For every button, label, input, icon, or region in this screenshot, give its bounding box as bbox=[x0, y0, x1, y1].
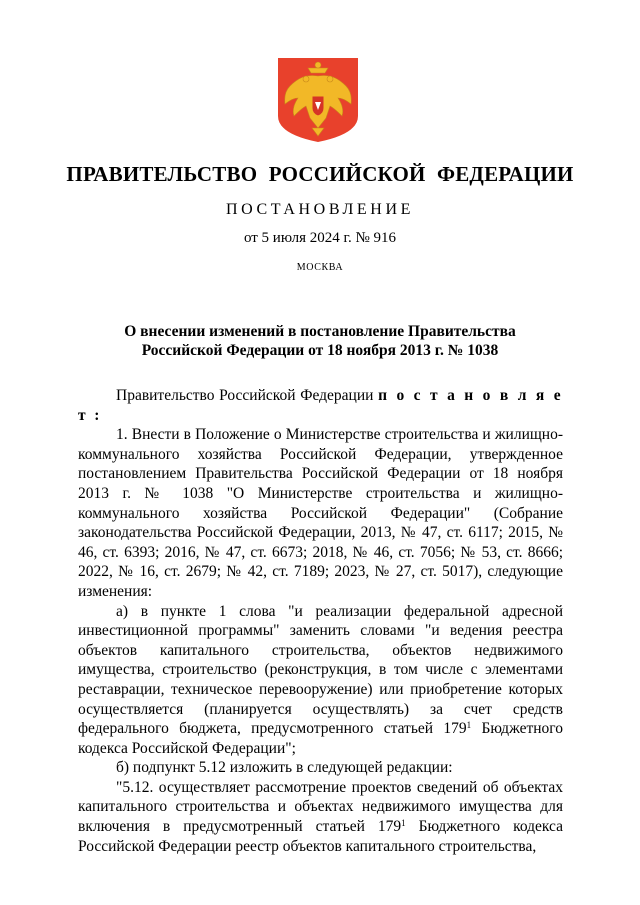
paragraph-a-text-end: Бюджетного кодекса Российской Федерации"; bbox=[78, 720, 563, 757]
document-subject bbox=[90, 322, 550, 360]
paragraph-b: б) подпункт 5.12 изложить в следующей редакции: bbox=[116, 759, 453, 777]
paragraph-a bbox=[78, 602, 563, 759]
intro-verb: п о с т а н о в л я е т : bbox=[78, 387, 563, 424]
paragraph-5-12 bbox=[78, 778, 563, 856]
intro-text: Правительство Российской Федерации bbox=[116, 387, 379, 404]
issue-city: МОСКВА bbox=[296, 262, 344, 273]
document-body bbox=[78, 386, 563, 856]
superscript: 1 bbox=[401, 818, 406, 829]
document-date-number: от 5 июля 2024 г. № 916 bbox=[243, 230, 397, 246]
paragraph-1: 1. Внести в Положение о Министерстве строительства и жилищно-коммунального хозяйства Российской Федерации, утвержденное постановлением Правительства Российской Федерации от 18 ноября 2013 г. № 1038 "О Министерстве строительства и жилищно-коммунального хозяйства Российской Федерации" (Собрание законодательства Российской Федерации, 2013, № 47, ст. 6117; 2015, № 46, ст. 6393; 2016, № 47, ст. 6673; 2018, № 46, ст. 7056; № 53, ст. 8666; 2022, № 16, ст. 2679; № 42, ст. 7189; 2023, № 27, ст. 5017), следующие изменения: bbox=[78, 426, 563, 600]
subject-line: О внесении изменений в постановление Правительства bbox=[124, 323, 516, 340]
coat-of-arms-icon bbox=[276, 56, 360, 144]
paragraph-5-12-text-end: Бюджетного кодекса Российской Федерации реестр объектов капитального строительства, bbox=[78, 818, 563, 855]
paragraph-a-text: а) в пункте 1 слова "и реализации федеральной адресной инвестиционной программы" заменить словами "и ведения реестра объектов капитального строительства, объектов недвижимого имущества, строительство (реконструкция, в том числе с элементами реставрации, техническое перевооружение) или приобретение которых осуществляется (планируется осуществлять) за счет средств федерального бюджета, предусмотренного статьей 179 bbox=[78, 602, 563, 738]
document-type: ПОСТАНОВЛЕНИЕ bbox=[226, 201, 414, 218]
paragraph-5-12-text: "5.12. осуществляет рассмотрение проектов сведений об объектах капитального строительства и объектах недвижимого имущества для включения в предусмотренный статьей 179 bbox=[78, 778, 563, 836]
subject-line: Российской Федерации от 18 ноября 2013 г. № 1038 bbox=[141, 342, 499, 359]
superscript: 1 bbox=[466, 720, 472, 731]
intro-paragraph bbox=[78, 386, 563, 425]
issuer-title: ПРАВИТЕЛЬСТВО РОССИЙСКОЙ ФЕДЕРАЦИИ bbox=[66, 162, 574, 186]
